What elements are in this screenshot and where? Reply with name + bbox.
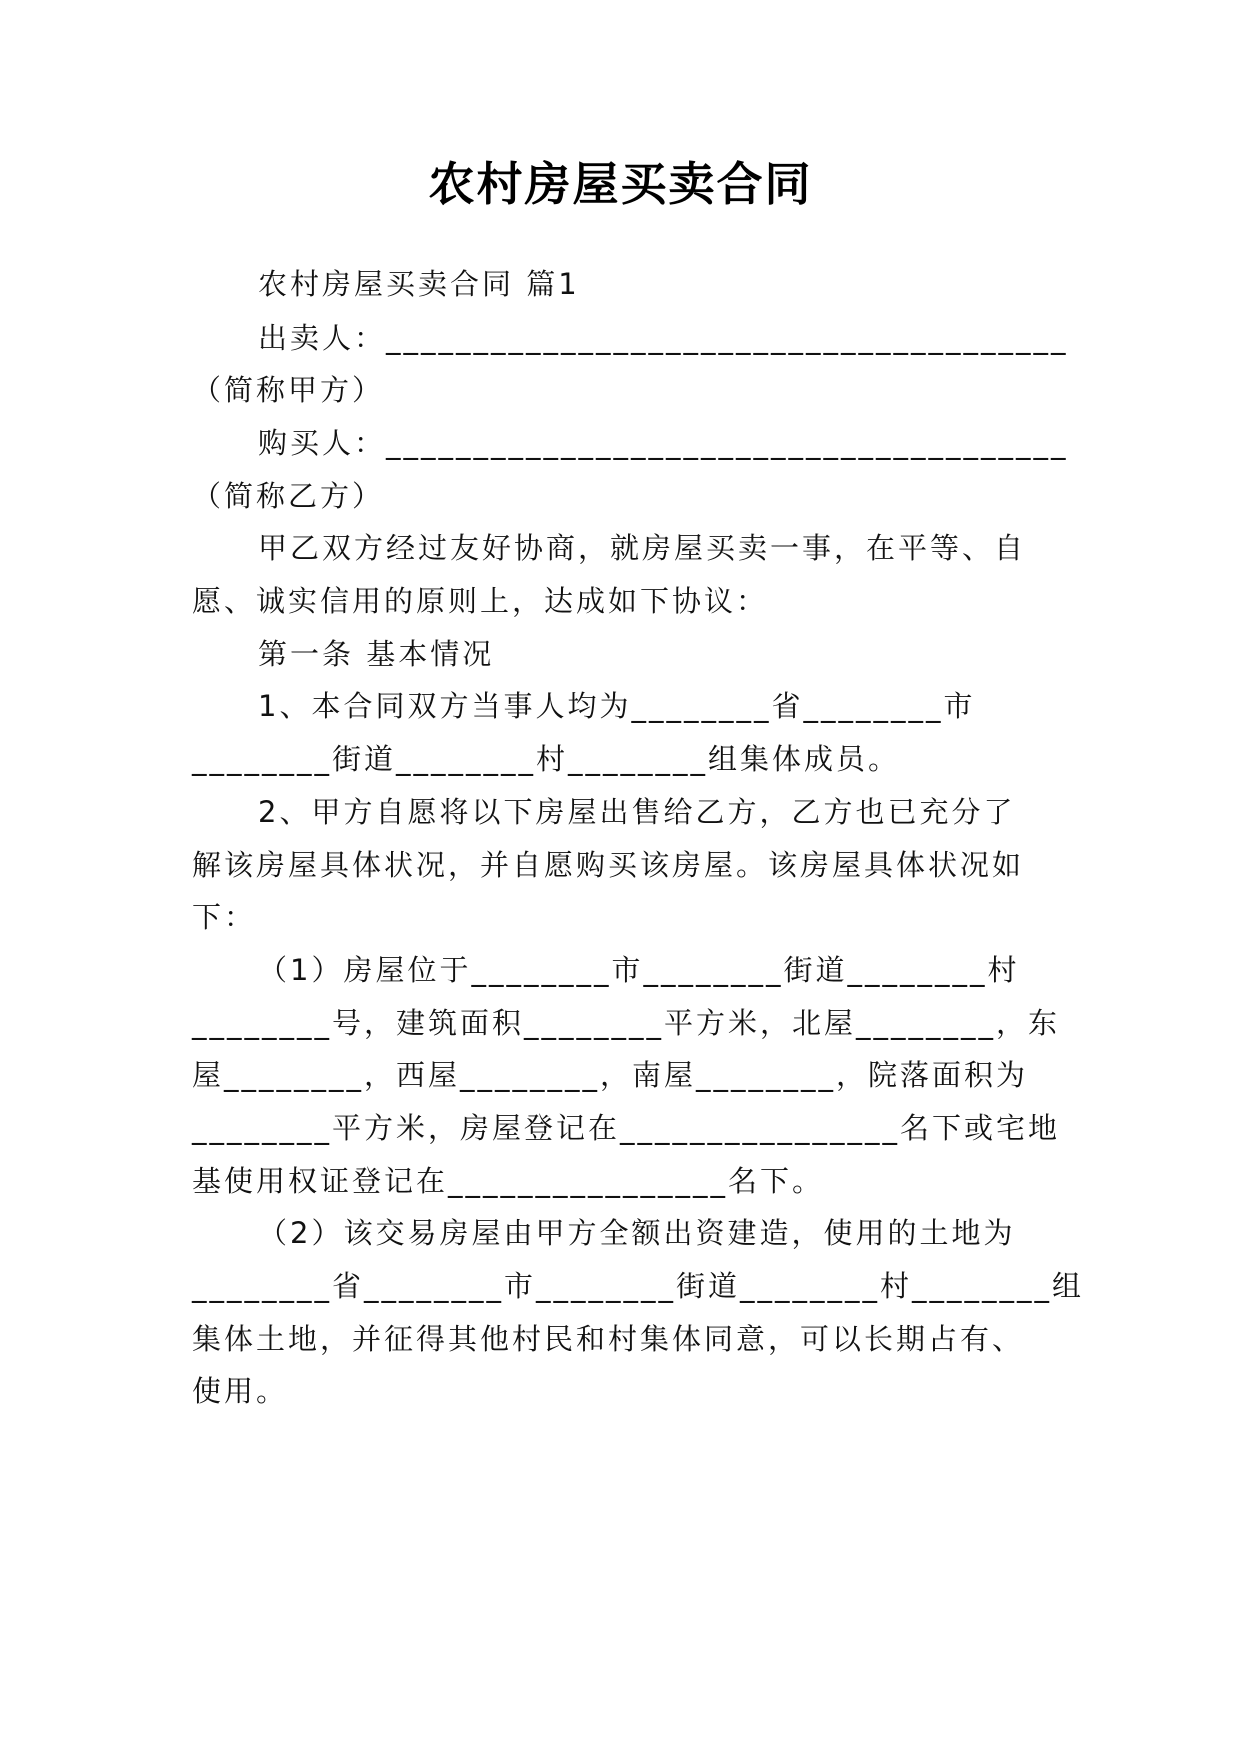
- clause-line: ________街道________村________组集体成员。: [192, 742, 901, 776]
- intro-paragraph-line: 甲乙双方经过友好协商，就房屋买卖一事，在平等、自: [258, 531, 1027, 565]
- clause-line: （1）房屋位于________市________街道________村: [258, 953, 1020, 987]
- clause-line: 屋________，西屋________，南屋________，院落面积为: [192, 1058, 1029, 1092]
- seller-line: 出卖人：_______________________________________: [258, 321, 1069, 355]
- clause-line: 使用。: [192, 1374, 289, 1408]
- clause-line: 基使用权证登记在________________名下。: [192, 1164, 825, 1198]
- clause-line: （2）该交易房屋由甲方全额出资建造，使用的土地为: [258, 1216, 1016, 1250]
- document-title: 农村房屋买卖合同: [428, 157, 813, 211]
- clause-line: ________平方米，房屋登记在________________名下或宅地: [192, 1111, 1061, 1145]
- buyer-abbrev: （简称乙方）: [192, 479, 385, 513]
- clause-line: ________省________市________街道________村________组: [192, 1269, 1085, 1303]
- clause-line: 1、本合同双方当事人均为________省________市: [258, 689, 976, 723]
- clause-line: 解该房屋具体状况，并自愿购买该房屋。该房屋具体状况如: [192, 848, 1025, 882]
- buyer-line: 购买人：_______________________________________: [258, 426, 1069, 460]
- article-heading: 第一条 基本情况: [258, 637, 495, 671]
- seller-abbrev: （简称甲方）: [192, 373, 385, 407]
- section-heading: 农村房屋买卖合同 篇1: [258, 267, 580, 301]
- clause-line: 集体土地，并征得其他村民和村集体同意，可以长期占有、: [192, 1322, 1025, 1356]
- clause-line: 2、甲方自愿将以下房屋出售给乙方，乙方也已充分了: [258, 795, 1016, 829]
- intro-paragraph-line: 愿、诚实信用的原则上，达成如下协议：: [192, 584, 769, 618]
- clause-line: ________号，建筑面积________平方米，北屋________，东: [192, 1006, 1061, 1040]
- clause-line: 下：: [192, 900, 257, 934]
